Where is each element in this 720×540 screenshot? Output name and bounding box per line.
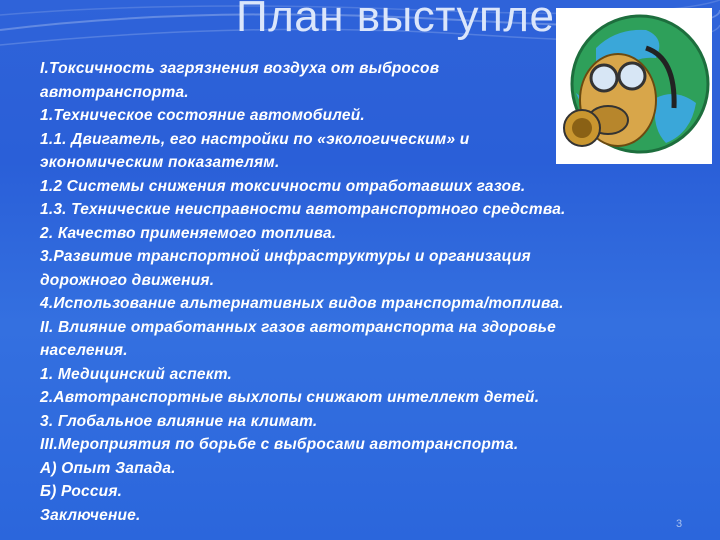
globe-gas-mask-icon <box>556 8 712 164</box>
content-line: населения. <box>40 342 128 359</box>
content-line: II. Влияние отработанных газов автотранспорта на здоровье <box>40 318 556 336</box>
content-line: А) Опыт Запада. <box>40 459 176 477</box>
content-line: 1.1. Двигатель, его настройки по «экологическим» и <box>40 130 470 148</box>
content-line: автотранспорта. <box>40 83 189 101</box>
content-line: дорожного движения. <box>40 271 215 289</box>
content-line: 2.Автотранспортные выхлопы снижают интеллект детей. <box>40 389 540 406</box>
content-line: Б) Россия. <box>40 483 123 500</box>
content-line: 4.Использование альтернативных видов транспорта/топлива. <box>40 295 564 312</box>
slide-title: План выступле <box>236 0 555 41</box>
content-line: 1.Техническое состояние автомобилей. <box>40 107 365 124</box>
content-line: 1.3. Технические неисправности автотранспортного средства. <box>40 201 566 218</box>
page-number: 3 <box>676 518 683 530</box>
content-line: I.Токсичность загрязнения воздуха от выбросов <box>40 60 440 77</box>
content-line: 1.2 Системы снижения токсичности отработавших газов. <box>40 177 526 195</box>
content-line: 2. Качество применяемого топлива. <box>40 224 337 242</box>
content-line: 3. Глобальное влияние на климат. <box>40 412 318 430</box>
content-line: Заключение. <box>40 506 141 524</box>
content-line: 3.Развитие транспортной инфраструктуры и организация <box>40 248 531 265</box>
content-line: 1. Медицинский аспект. <box>40 365 233 383</box>
content-line: экономическим показателям. <box>40 154 280 171</box>
content-line: III.Мероприятия по борьбе с выбросами автотранспорта. <box>40 436 519 453</box>
